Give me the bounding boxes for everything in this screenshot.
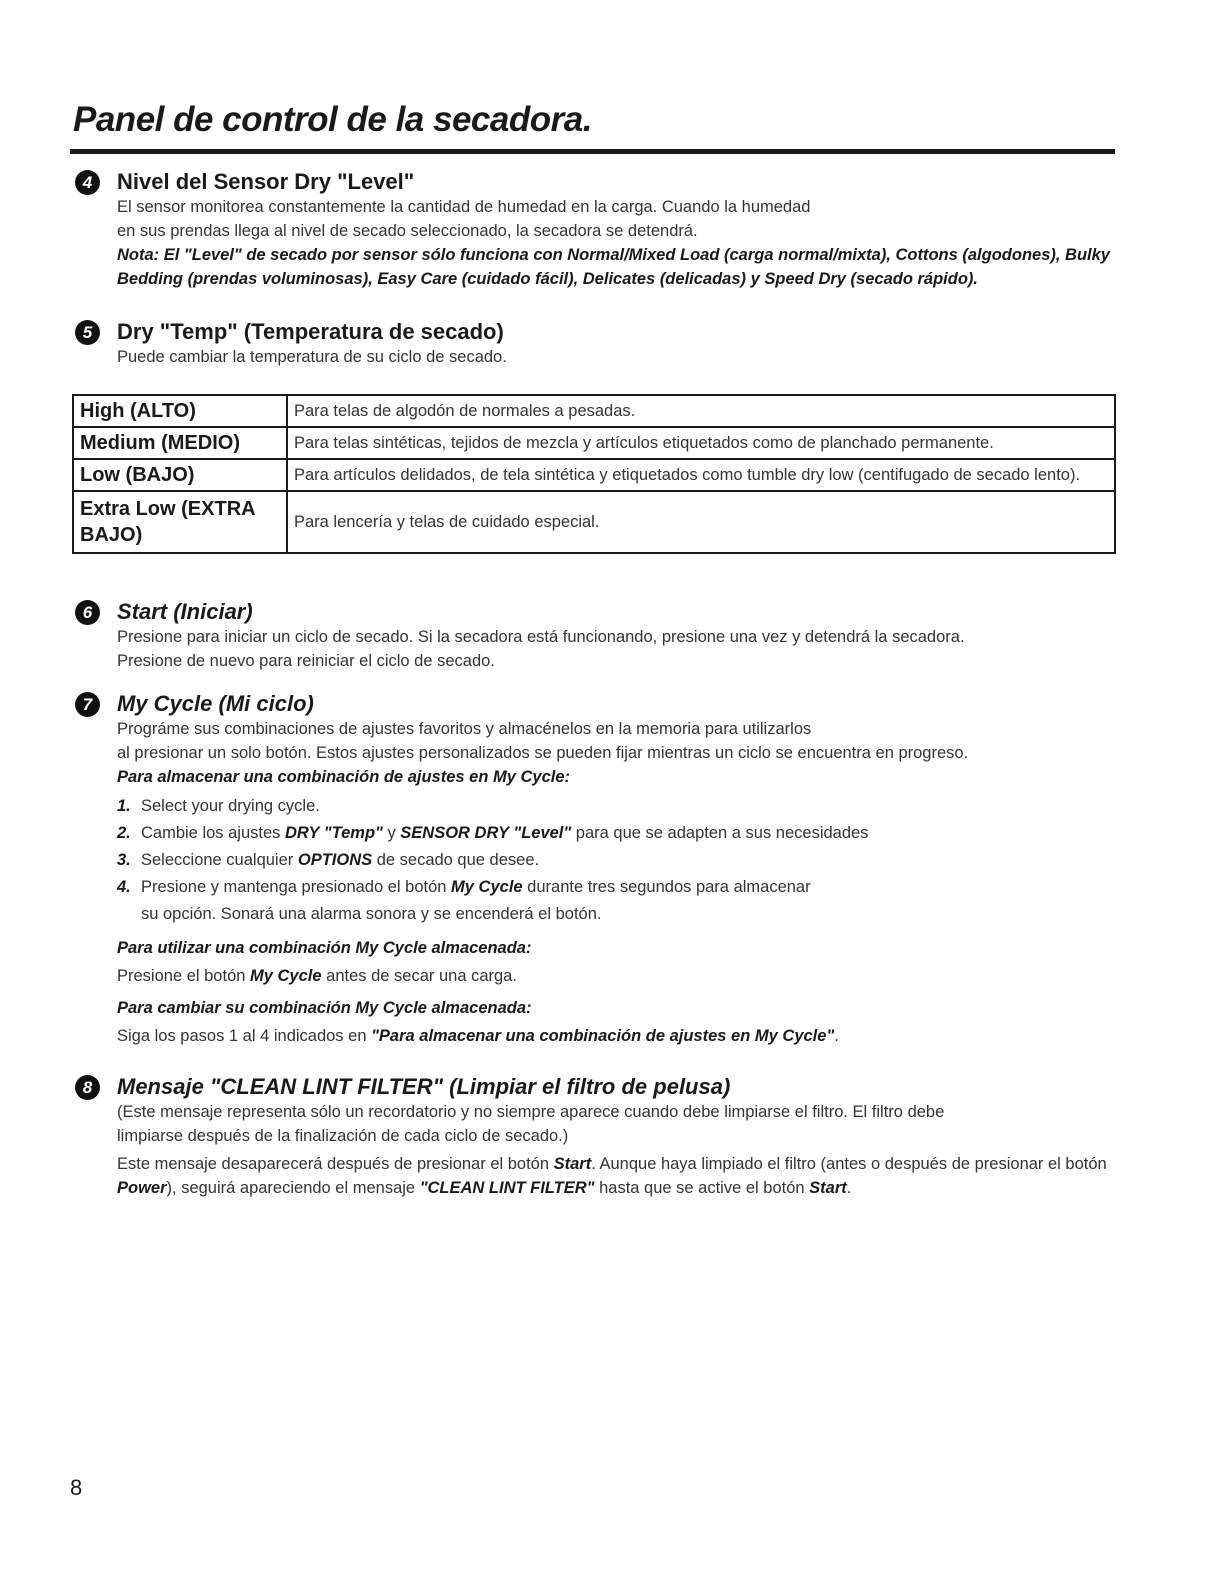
table-row <box>73 395 1115 427</box>
section-text: en sus prendas llega al nivel de secado seleccionado, la secadora se detendrá. <box>117 222 698 240</box>
table-row <box>73 491 1115 553</box>
subheading-store: Para almacenar una combinación de ajustes en My Cycle: <box>117 768 571 786</box>
table-row <box>73 459 1115 491</box>
step-text: para que se adapten a sus necesidades <box>571 824 869 842</box>
section-text: Presione el botón My Cycle antes de secar una carga. <box>117 967 517 985</box>
text-emphasis: Power <box>117 1179 167 1197</box>
section-number-badge: 8 <box>75 1075 100 1100</box>
section-number-badge: 7 <box>75 692 100 717</box>
step-text: Seleccione cualquier <box>141 851 298 869</box>
subheading-use: Para utilizar una combinación My Cycle almacenada: <box>117 939 532 957</box>
section-text: Prográme sus combinaciones de ajustes favoritos y almacénelos en la memoria para utilizarlos <box>117 720 812 738</box>
list-item <box>117 847 1120 874</box>
list-item <box>117 820 1120 847</box>
section-dry-temp <box>75 318 1120 369</box>
step-number: 3. <box>117 851 131 869</box>
temperature-table <box>72 394 1116 554</box>
temp-description: Para telas de algodón de normales a pesadas. <box>287 395 1115 427</box>
step-text: su opción. Sonará una alarma sonora y se encenderá el botón. <box>141 905 602 923</box>
temp-description: Para telas sintéticas, tejidos de mezcla y artículos etiquetados como de planchado permanente. <box>287 427 1115 459</box>
table-row <box>73 427 1115 459</box>
section-heading: Start (Iniciar) <box>117 599 253 624</box>
step-emphasis: DRY "Temp" <box>284 824 383 842</box>
section-note: Nota: El "Level" de secado por sensor sólo funciona con Normal/Mixed Load (carga normal/mixta), Cottons (algodones), Bulky Bedding (prendas voluminosas), Easy Care (cuidado fácil), Delicates (delicadas) y Speed Dry (secado rápido). <box>117 246 1110 288</box>
section-text: Siga los pasos 1 al 4 indicados en "Para almacenar una combinación de ajustes en My Cycle". <box>117 1027 839 1045</box>
text-emphasis: My Cycle <box>250 967 322 985</box>
temp-label: Extra Low (EXTRA BAJO) <box>73 491 287 553</box>
title-divider <box>70 149 1115 154</box>
section-text: Presione de nuevo para reiniciar el ciclo de secado. <box>117 652 495 670</box>
temp-label: Low (BAJO) <box>73 459 287 491</box>
step-text: Presione y mantenga presionado el botón <box>141 878 452 896</box>
section-heading: Dry "Temp" (Temperatura de secado) <box>117 319 504 344</box>
section-heading: Mensaje "CLEAN LINT FILTER" (Limpiar el filtro de pelusa) <box>117 1074 731 1099</box>
section-text: Este mensaje desaparecerá después de presionar el botón Start. Aunque haya limpiado el filtro (antes o después de presionar el botón Power), seguirá apareciendo el mensaje "CLEAN LINT FILTER" hasta que se active el botón Start. <box>117 1155 1107 1197</box>
section-heading: Nivel del Sensor Dry "Level" <box>117 169 415 194</box>
section-text: Presione para iniciar un ciclo de secado. Si la secadora está funcionando, presione una vez y detendrá la secadora. <box>117 628 965 646</box>
step-emphasis: SENSOR DRY "Level" <box>400 824 572 842</box>
step-text: Cambie los ajustes <box>141 824 285 842</box>
text-emphasis: "Para almacenar una combinación de ajustes en My Cycle" <box>371 1027 835 1045</box>
section-number-badge: 5 <box>75 320 100 345</box>
temp-description: Para lencería y telas de cuidado especial. <box>287 491 1115 553</box>
step-text: durante tres segundos para almacenar <box>522 878 811 896</box>
step-emphasis: My Cycle <box>451 878 523 896</box>
step-emphasis: OPTIONS <box>297 851 373 869</box>
step-number: 4. <box>117 878 131 896</box>
section-my-cycle <box>75 690 1120 1048</box>
section-number-badge: 6 <box>75 600 100 625</box>
temp-label: Medium (MEDIO) <box>73 427 287 459</box>
step-text: Select your drying cycle. <box>141 797 320 815</box>
text-emphasis: Start <box>553 1155 592 1173</box>
section-text: limpiarse después de la finalización de cada ciclo de secado.) <box>117 1127 569 1145</box>
temp-description: Para artículos delidados, de tela sintética y etiquetados como tumble dry low (centifugado de secado lento). <box>287 459 1115 491</box>
section-text: El sensor monitorea constantemente la cantidad de humedad en la carga. Cuando la humedad <box>117 198 811 216</box>
section-clean-lint-filter <box>75 1073 1120 1200</box>
subheading-change: Para cambiar su combinación My Cycle almacenada: <box>117 999 532 1017</box>
list-item <box>117 874 1120 928</box>
section-start <box>75 598 1120 673</box>
step-number: 1. <box>117 797 131 815</box>
page-title: Panel de control de la secadora. <box>73 100 592 139</box>
text-emphasis: Start <box>809 1179 847 1197</box>
section-sensor-dry-level <box>75 168 1120 291</box>
step-text: y <box>382 824 401 842</box>
step-text: de secado que desee. <box>372 851 540 869</box>
section-heading: My Cycle (Mi ciclo) <box>117 691 314 716</box>
list-item <box>117 793 1120 820</box>
steps-list <box>117 793 1120 928</box>
section-number-badge: 4 <box>75 170 100 195</box>
page-number: 8 <box>70 1475 83 1500</box>
step-number: 2. <box>117 824 131 842</box>
temp-label: High (ALTO) <box>73 395 287 427</box>
section-text: al presionar un solo botón. Estos ajustes personalizados se pueden fijar mientras un ciclo se encuentra en progreso. <box>117 744 969 762</box>
text-emphasis: "CLEAN LINT FILTER" <box>419 1179 595 1197</box>
section-text: Puede cambiar la temperatura de su ciclo de secado. <box>117 348 507 366</box>
section-text: (Este mensaje representa sólo un recordatorio y no siempre aparece cuando debe limpiarse el filtro. El filtro debe <box>117 1103 945 1121</box>
